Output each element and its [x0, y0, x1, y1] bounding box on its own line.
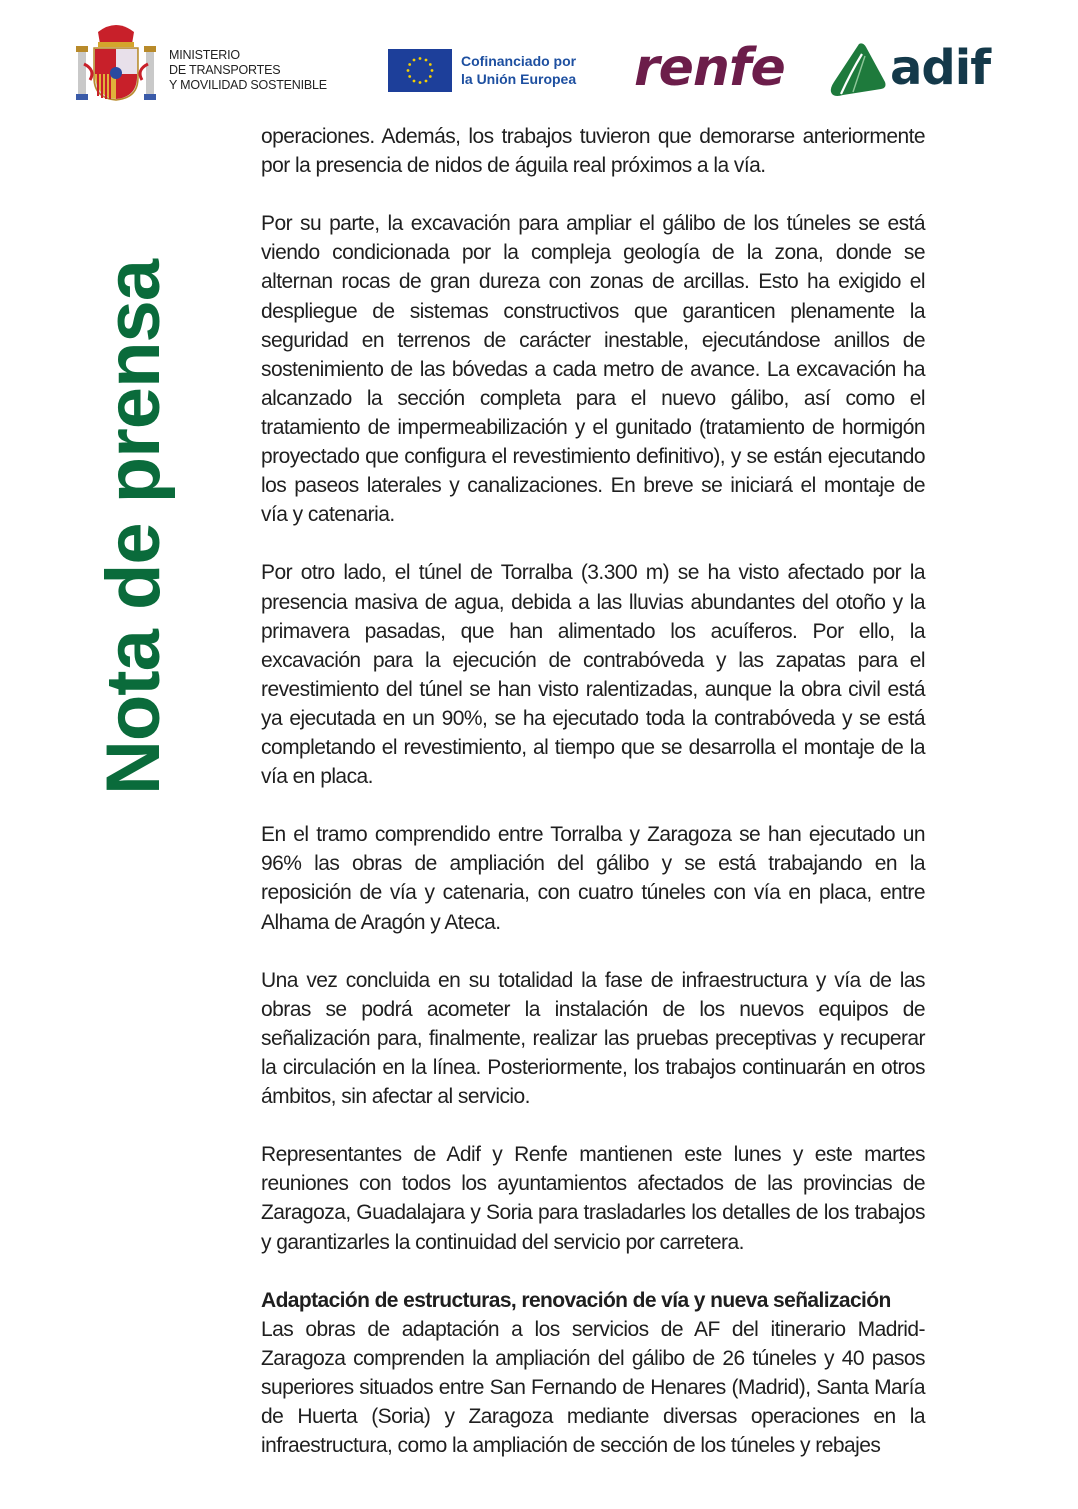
paragraph: Representantes de Adif y Renfe mantienen este lunes y este martes reuniones con todos los ayuntamientos afectados de las provincias de Zaragoza, Guadalajara y Soria para trasladarles los detalles de los trabajos y garantizarles la continuidad del servicio por carretera. — [261, 1143, 925, 1254]
adif-logo-icon — [829, 42, 887, 99]
ministry-line: DE TRANSPORTES — [169, 63, 281, 77]
adif-logo: adif — [890, 40, 991, 96]
spain-coat-of-arms-icon — [76, 20, 156, 104]
renfe-logo: renfe — [634, 38, 785, 98]
section-heading: Adaptación de estructuras, renovación de vía y nueva señalización — [261, 1288, 891, 1312]
paragraph: operaciones. Además, los trabajos tuvieron que demorarse anteriormente por la presencia de nidos de águila real próximos a la vía. — [261, 125, 925, 178]
paragraph: Por su parte, la excavación para ampliar el gálibo de los túneles se está viendo condicionada por la compleja geología de la zona, donde se alternan rocas de gran dureza con zonas de arcillas. Esto ha exigido el despliegue de sistemas constructivos que garanticen plenamente la seguridad en terrenos de carácter inestable, ejecutándose anillos de sostenimiento de las bóvedas a cada metro de avance. La excavación ha alcanzado la sección completa para el nuevo gálibo, así como el tratamiento de impermeabilización y el gunitado (tratamiento de hormigón proyectado que configura el revestimiento definitivo), y se están ejecutando los paseos laterales y canalizaciones. En breve se iniciará el montaje de vía y catenaria. — [261, 212, 925, 527]
eu-line: Cofinanciado por — [461, 53, 577, 69]
press-release-title: Nota de prensa — [91, 259, 176, 795]
paragraph: Una vez concluida en su totalidad la fase de infraestructura y vía de las obras se podrá acometer la instalación de los nuevos equipos de señalización para, finalmente, realizar las pruebas preceptivas y recuperar la circulación en la línea. Posteriormente, los trabajos continuarán en otros ámbitos, sin afectar al servicio. — [261, 968, 925, 1109]
eu-flag-icon — [388, 49, 452, 92]
paragraph: En el tramo comprendido entre Torralba y Zaragoza se han ejecutado un 96% las obras de ampliación del gálibo y se está trabajando en la reposición de vía y catenaria, con cuatro túneles con vía en placa, entre Alhama de Aragón y Ateca. — [261, 823, 925, 934]
document-body — [261, 122, 925, 1460]
page-header — [0, 0, 1078, 118]
paragraph: Por otro lado, el túnel de Torralba (3.300 m) se ha visto afectado por la presencia masiva de agua, debida a las lluvias abundantes del otoño y la primavera pasadas, que han alimentado los acuíferos. Por ello, la excavación para la ejecución de contrabóveda y las zapatas para el revestimiento del túnel se han visto ralentizadas, aunque la obra civil está ya ejecutada en un 90%, se ha ejecutado toda la contrabóveda y se está completando el revestimiento, al tiempo que se desarrolla el montaje de la vía en placa. — [261, 561, 925, 789]
eu-cofinanced-label — [461, 52, 576, 88]
eu-line: la Unión Europea — [461, 71, 577, 87]
ministry-name — [169, 48, 327, 93]
ministry-line: MINISTERIO — [169, 48, 240, 62]
section-paragraph: Las obras de adaptación a los servicios de AF del itinerario Madrid-Zaragoza comprenden la ampliación del gálibo de 26 túneles y 40 pasos superiores situados entre San Fernando de Henares (Madrid), Santa María de Huerta (Soria) y Zaragoza mediante diversas operaciones en la infraestructura, como la ampliación de sección de los túneles y rebajes — [261, 1317, 925, 1458]
ministry-line: Y MOVILIDAD SOSTENIBLE — [169, 78, 327, 92]
